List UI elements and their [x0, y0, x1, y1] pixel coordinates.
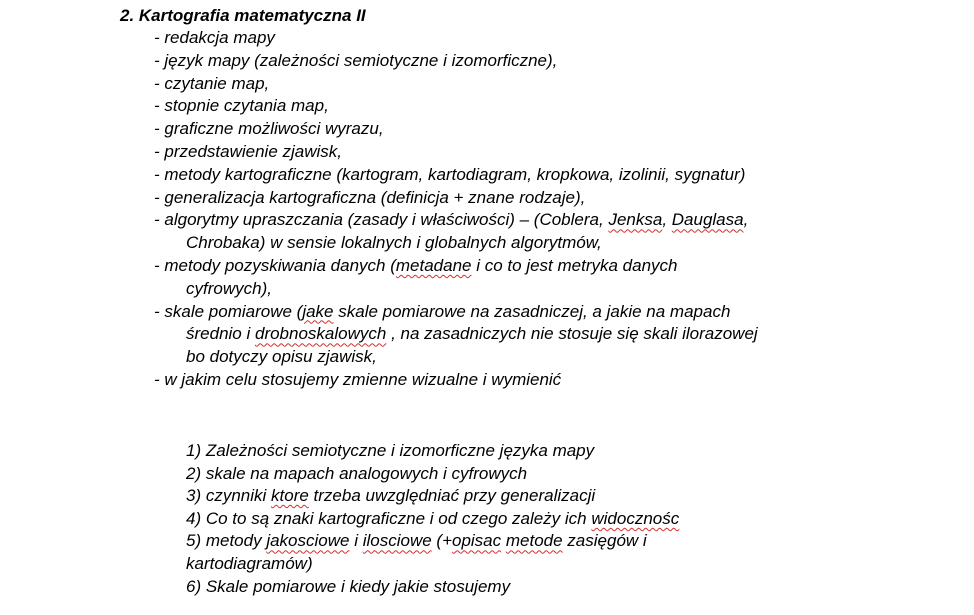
item-text: - redakcja mapy	[154, 28, 275, 47]
item-text: i	[349, 531, 363, 551]
item-continuation: kartodiagramów)	[186, 553, 313, 573]
list-item	[186, 440, 826, 463]
item-text: 2) skale na mapach analogowych i cyfrowych	[186, 463, 528, 483]
item-text: - przedstawienie zjawisk,	[154, 141, 343, 161]
questions-list	[186, 440, 826, 598]
topics-list	[154, 27, 914, 392]
list-item	[154, 118, 914, 141]
item-text: skale pomiarowe na zasadniczej, a jakie na mapach	[333, 301, 731, 321]
item-text: 3) czynniki	[186, 486, 272, 506]
list-item	[154, 27, 914, 50]
item-text: 5) metody	[186, 531, 267, 551]
item-text: - język mapy (zależności semiotyczne i izomorficzne),	[154, 50, 558, 70]
list-item	[186, 485, 826, 508]
list-item	[154, 164, 914, 187]
item-text: - stopnie czytania map,	[154, 96, 329, 116]
misspelled-word: jakosciowe	[266, 531, 350, 551]
list-item	[186, 576, 826, 599]
misspelled-word: ilosciowe	[362, 531, 432, 551]
item-text: , na zasadniczych nie stosuje się skali ilorazowej	[386, 324, 758, 344]
list-item	[186, 508, 826, 531]
list-item	[154, 73, 914, 96]
misspelled-word: Jenksa	[608, 210, 663, 230]
list-item	[154, 209, 914, 255]
list-item	[154, 255, 914, 301]
item-text: i co to jest metryka danych	[471, 255, 678, 275]
misspelled-word: jake	[302, 301, 334, 321]
item-continuation: bo dotyczy opisu zjawisk,	[186, 347, 377, 367]
misspelled-word: widocznośc	[591, 508, 680, 528]
item-text: 6) Skale pomiarowe i kiedy jakie stosujemy	[186, 576, 511, 596]
item-continuation: cyfrowych),	[186, 278, 272, 298]
list-item	[154, 50, 914, 73]
list-item	[154, 369, 914, 392]
item-continuation: Chrobaka) w sensie lokalnych i globalnych algorytmów,	[186, 233, 602, 253]
item-text: 4) Co to są znaki kartograficzne i od czego zależy ich	[186, 508, 592, 528]
item-text: (+	[431, 531, 452, 551]
item-text: - skale pomiarowe (	[154, 301, 303, 321]
item-text: - metody kartograficzne (kartogram, kartodiagram, kropkowa, izolinii, sygnatur)	[154, 164, 746, 184]
item-text: - generalizacja kartograficzna (definicja + znane rodzaje),	[154, 187, 586, 207]
list-item	[154, 141, 914, 164]
misspelled-word: metadane	[395, 255, 472, 275]
misspelled-word: drobnoskalowych	[254, 324, 387, 344]
list-item	[154, 301, 914, 369]
item-text: ,	[743, 210, 749, 230]
item-text: - metody pozyskiwania danych (	[154, 255, 396, 275]
item-text: zasięgów i	[562, 531, 647, 551]
item-text: średnio i	[186, 324, 255, 344]
item-text: ,	[662, 210, 672, 230]
list-item	[154, 187, 914, 210]
item-text: 1) Zależności semiotyczne i izomorficzne języka mapy	[186, 441, 595, 460]
item-text: - algorytmy upraszczania (zasady i właściwości) – (Coblera,	[154, 210, 609, 230]
item-text: - w jakim celu stosujemy zmienne wizualne i wymienić	[154, 369, 562, 389]
item-continuation	[154, 323, 914, 346]
list-item	[186, 463, 826, 486]
list-item	[154, 95, 914, 118]
misspelled-word: Dauglasa	[671, 210, 744, 230]
item-text: trzeba uwzględniać przy generalizacji	[308, 486, 596, 506]
misspelled-word: opisac	[452, 531, 502, 551]
list-item	[186, 530, 826, 575]
document-title: 2. Kartografia matematyczna II	[120, 6, 366, 25]
item-text: - graficzne możliwości wyrazu,	[154, 119, 384, 139]
misspelled-word: ktore	[271, 486, 309, 506]
misspelled-word: metode	[505, 531, 563, 551]
item-text: - czytanie map,	[154, 73, 270, 93]
